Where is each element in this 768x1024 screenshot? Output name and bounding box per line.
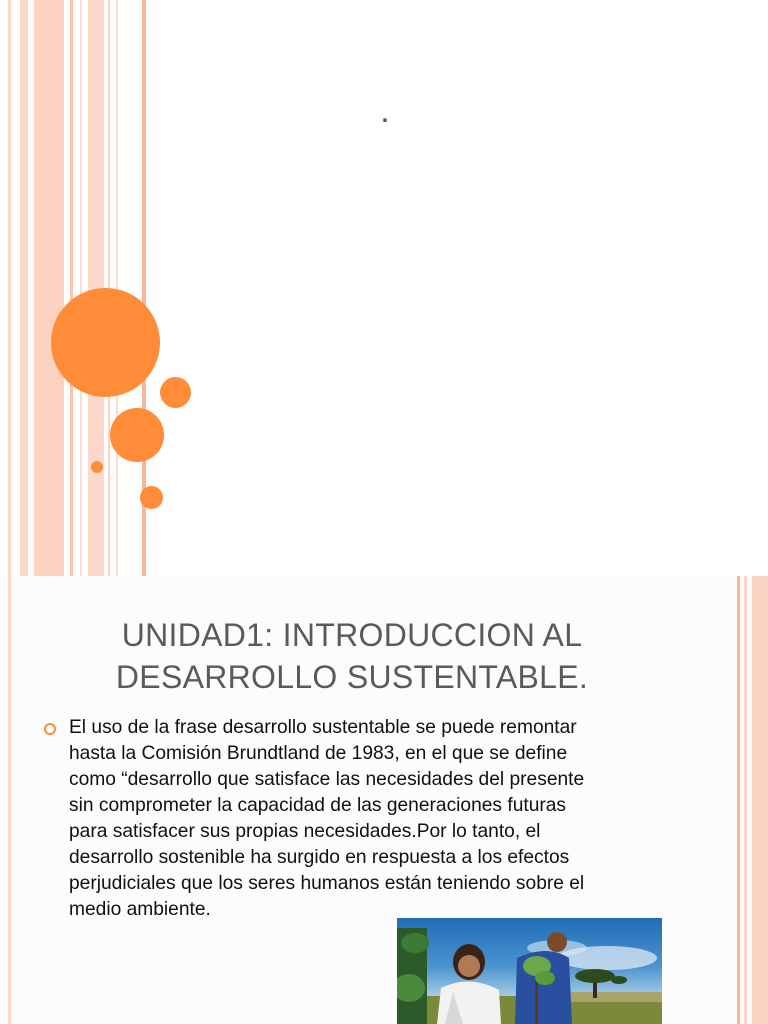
body-line: desarrollo sostenible ha surgido en respuesta a los efectos — [69, 847, 570, 868]
bullet-circle-icon — [44, 723, 56, 735]
body-line: sin comprometer la capacidad de las generaciones futuras — [69, 795, 567, 816]
title-line: DESARROLLO SUSTENTABLE. — [115, 659, 589, 695]
slide-1-title: . — [380, 92, 390, 130]
body-line: perjudiciales que los seres humanos están teniendo sobre el — [69, 873, 585, 894]
decorative-circle-medium — [110, 408, 164, 462]
body-line: hasta la Comisión Brundtland de 1983, en el que se define — [69, 743, 568, 764]
slide-2-title — [72, 614, 632, 698]
body-line: medio ambiente. — [69, 899, 211, 920]
body-line: para satisfacer sus propias necesidades.Por lo tanto, el — [69, 821, 541, 842]
children-planting-tree-photo — [397, 918, 662, 1024]
body-line: como “desarrollo que satisface las necesidades del presente — [69, 769, 585, 790]
decorative-circle-tiny — [91, 461, 103, 473]
decorative-circle-small-2 — [140, 486, 163, 509]
bullet-paragraph — [69, 715, 669, 923]
body-line: El uso de la frase desarrollo sustentable se puede remontar — [69, 717, 577, 738]
decorative-circle-small — [160, 377, 191, 408]
decorative-circle-large — [51, 288, 160, 397]
decorative-left-line — [8, 576, 11, 1024]
decorative-stripes — [0, 0, 150, 576]
slide-2 — [0, 576, 768, 1024]
title-line: UNIDAD1: INTRODUCCION AL — [121, 617, 583, 653]
decorative-stripes-right — [734, 576, 768, 1024]
